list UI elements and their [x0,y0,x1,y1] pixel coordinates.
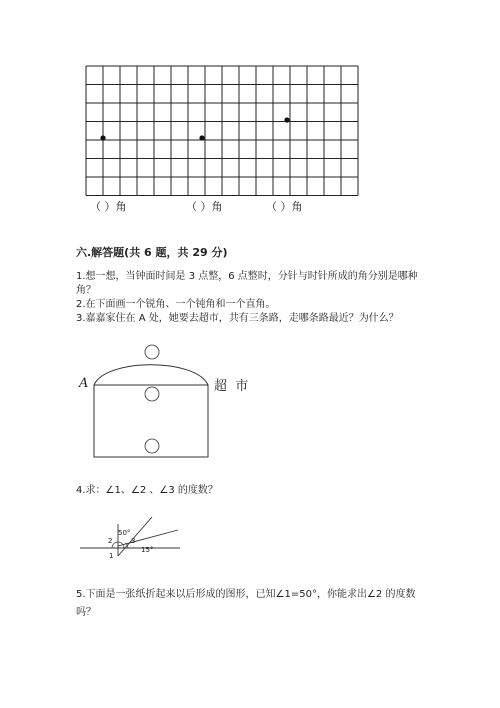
grid-point-3 [284,117,289,122]
angle-label-50: 50° [118,529,131,537]
question-4: 4.求：∠1、∠2 、∠3 的度数？ [76,485,218,496]
route-1-circle [145,345,159,359]
question-1-line-1: 1.想一想，当钟面时间是 3 点整，6 点整时，分针与时针所成的角分别是哪种 [76,271,418,282]
route-1-arc [94,365,208,385]
supermarket-label: 超 市 [214,379,249,394]
angle-label-1: 1 [109,552,114,560]
angle-blank-3[interactable]: （ ）角 [266,200,303,213]
question-1-line-2: 角？ [76,285,96,296]
question-5-line-1: 5.下面是一张纸折起来以后形成的图形，已知∠1=50°，你能求出∠2 的度数 [76,589,416,600]
question-5-line-2: 吗？ [76,607,96,618]
angle-blank-1[interactable]: （ ）角 [90,200,127,213]
route-2-circle [145,387,159,401]
angle-label-2: 2 [108,537,113,545]
angle-label-3: 3 [131,537,136,545]
route-diagram [76,340,266,470]
point-a-label: A [79,376,89,391]
grid-point-2 [199,135,204,140]
question-3: 3.嘉嘉家住在 A 处，她要去超市，共有三条路，走哪条路最近？为什么？ [76,313,399,324]
question-2: 2.在下面画一个锐角、一个钝角和一个直角。 [76,299,276,310]
angle-blank-2[interactable]: （ ）角 [186,200,223,213]
angle-label-15: 15° [141,546,154,554]
grid-lines [86,66,358,196]
grid-point-1 [100,135,105,140]
section-title: 六.解答题(共 6 题，共 29 分) [76,246,228,259]
route-3-circle [145,439,159,453]
grid-figure [80,60,370,200]
